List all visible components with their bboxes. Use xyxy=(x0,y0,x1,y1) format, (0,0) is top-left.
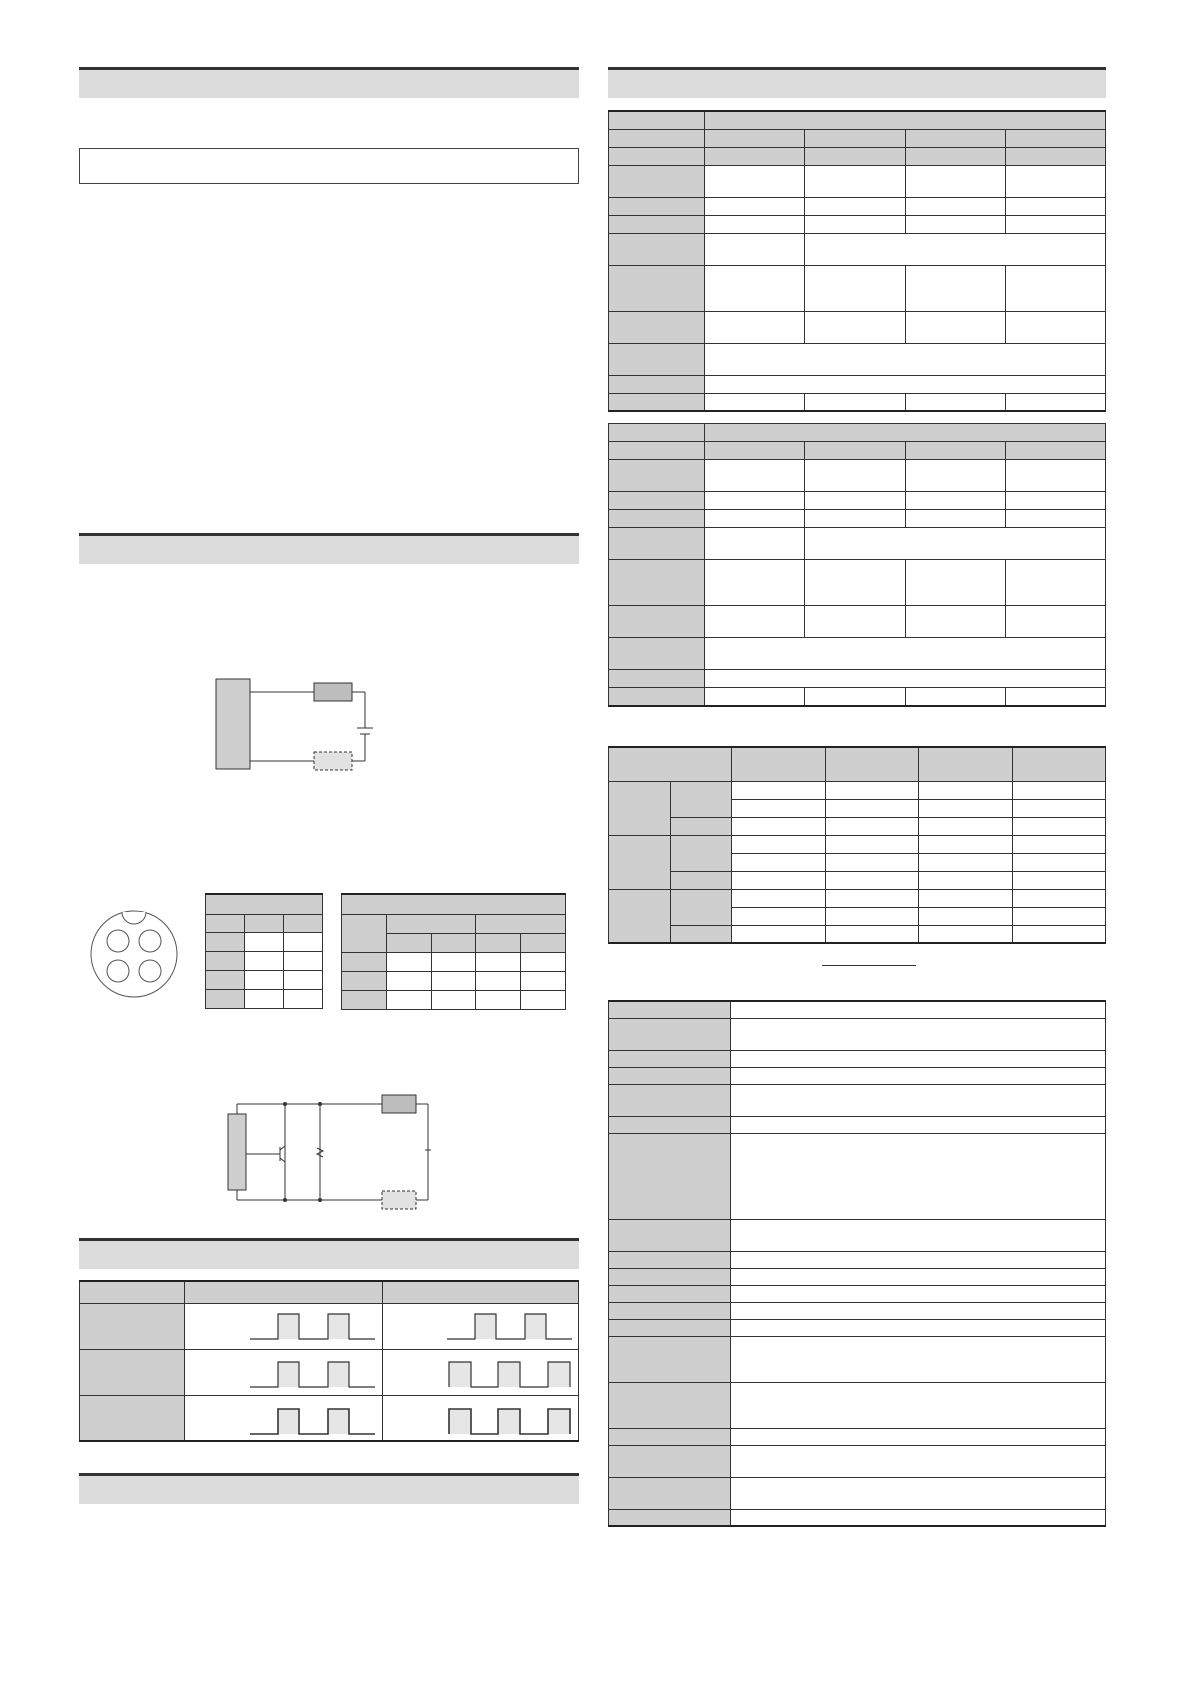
spec-table-1 xyxy=(608,110,1106,412)
general-spec-table xyxy=(608,1000,1106,1527)
wiring-diagram-2 xyxy=(225,1090,435,1210)
connector-pinout-diagram xyxy=(88,908,180,1000)
waveform-row2-col1 xyxy=(250,1358,380,1392)
waveform-row1-col1 xyxy=(250,1310,380,1344)
footnote-rule xyxy=(822,965,916,966)
waveform-row3-col1 xyxy=(250,1405,380,1439)
notice-box xyxy=(79,148,579,184)
waveform-row3-col2 xyxy=(447,1405,577,1439)
section-bar-right xyxy=(608,67,1106,98)
wiring-diagram-1 xyxy=(210,670,390,780)
waveform-row1-col2 xyxy=(447,1310,577,1344)
pin-table-a xyxy=(205,893,323,1009)
section-bar-3 xyxy=(79,1238,579,1269)
spec-table-2 xyxy=(608,423,1106,707)
output-table xyxy=(608,746,1106,944)
pin-table-b xyxy=(341,893,566,1010)
section-bar-1 xyxy=(79,67,579,98)
section-bar-2 xyxy=(79,533,579,564)
section-bar-4 xyxy=(79,1473,579,1504)
waveform-row2-col2 xyxy=(447,1358,577,1392)
